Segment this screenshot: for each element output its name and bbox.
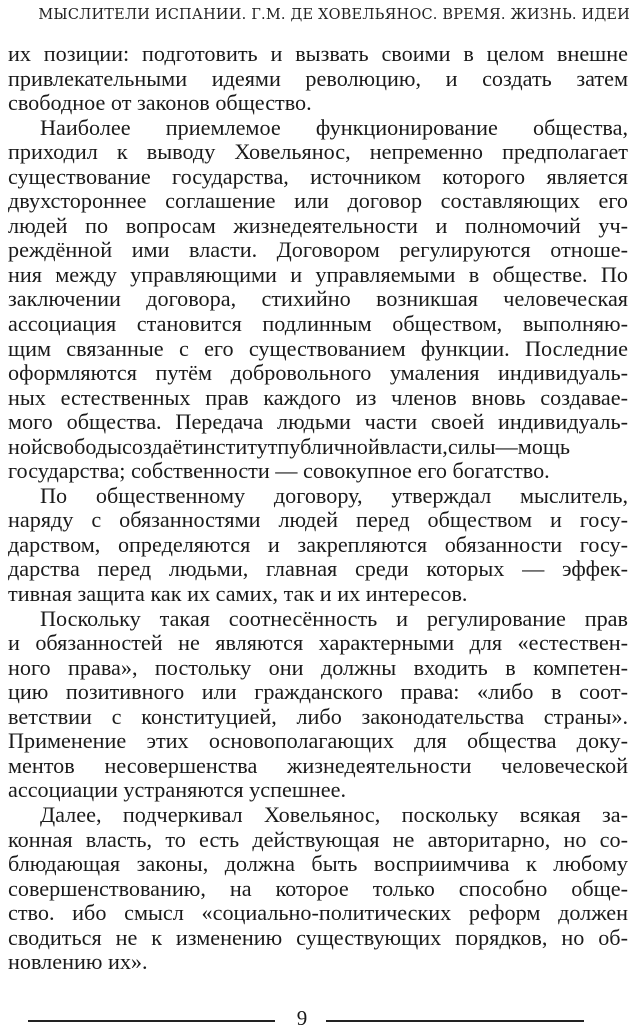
text-line: и обязанностей не являются характерными для «естествен- (8, 630, 628, 656)
footer-rule-right (326, 1020, 584, 1022)
text-line: дарства перед людьми, главная среди которых — эффек- (8, 556, 628, 582)
text-line: реждённой ими власти. Договором регулируются отноше- (8, 237, 628, 263)
page-number: 9 (296, 1006, 308, 1030)
text-line: ния между управляющими и управляемыми в обществе. По (8, 261, 628, 287)
body-text (8, 42, 628, 975)
text-line: тивная защита как их самих, так и их интересов. (8, 581, 468, 607)
text-line: конная власть, то есть действующая не авторитарно, но со- (8, 826, 628, 852)
text-line: государства; собственности — совокупное его богатство. (8, 458, 550, 484)
text-line: людей по вопросам жизнедеятельности и полномочий уч- (8, 212, 628, 238)
text-line: двухстороннее соглашение или договор составляющих его (8, 188, 628, 214)
text-line: существование государства, источником которого является (8, 163, 628, 189)
text-line: По общественному договору, утверждал мыслитель, (40, 482, 628, 508)
text-line: ветствии с конституцией, либо законодательства страны». (8, 703, 628, 729)
text-line: совершенствованию, на которое только способно обще- (8, 875, 628, 901)
text-line: приходил к выводу Ховельянос, непременно предполагает (8, 139, 628, 165)
text-line: ного права», постольку они должны входить в компетен- (8, 654, 628, 680)
text-line: щим связанные с его существованием функции. Последние (8, 335, 628, 361)
text-line: оформляются путём добровольного умаления индивидуаль- (8, 360, 628, 386)
text-line: ассоциация становится подлинным обществом, выполняю- (8, 311, 628, 337)
text-line: Далее, подчеркивал Ховельянос, поскольку всякая за- (40, 801, 628, 827)
text-line: новлению их». (8, 949, 148, 975)
text-line: свободное от законов общество. (8, 90, 312, 116)
text-line: ство. ибо смысл «социально-политических реформ должен (8, 900, 628, 926)
text-line: дарством, определяются и закрепляются обязанности госу- (8, 531, 628, 557)
text-line: ментов несовершенства жизнедеятельности человеческой (8, 752, 628, 778)
text-line: цию позитивного или гражданского права: «либо в соот- (8, 679, 628, 705)
page-footer (28, 1006, 584, 1030)
text-line: блюдающая законы, должна быть восприимчива к любому (8, 851, 628, 877)
text-line: их позиции: подготовить и вызвать своими в целом внешне (8, 41, 628, 66)
text-line: Поскольку такая соотнесённость и регулирование прав (40, 605, 628, 631)
text-line: ассоциации устраняются успешнее. (8, 777, 347, 803)
text-line: Применение этих основополагающих для общества доку- (8, 728, 628, 754)
text-line: наряду с обязанностями людей перед обществом и госу- (8, 507, 628, 533)
footer-rule-left (28, 1020, 275, 1022)
text-line: Наиболее приемлемое функционирование общества, (40, 114, 628, 140)
text-line: ных естественных прав каждого из членов вновь создавае- (8, 384, 628, 410)
running-header: МЫСЛИТЕЛИ ИСПАНИИ. Г.М. ДЕ ХОВЕЛЬЯНОС. ВРЕМЯ. ЖИЗНЬ. ИДЕИ (38, 7, 630, 23)
text-line: нойсвободысоздаётинститутпубличнойвласти,силы—мощь (8, 433, 571, 459)
text-line: мого общества. Передача людьми части своей индивидуаль- (8, 409, 628, 435)
text-line: сводиться не к изменению существующих порядков, но об- (8, 924, 628, 950)
text-line: заключении договора, стихийно возникшая человеческая (8, 286, 628, 312)
text-line: привлекательными идеями революцию, и создать затем (8, 65, 628, 91)
